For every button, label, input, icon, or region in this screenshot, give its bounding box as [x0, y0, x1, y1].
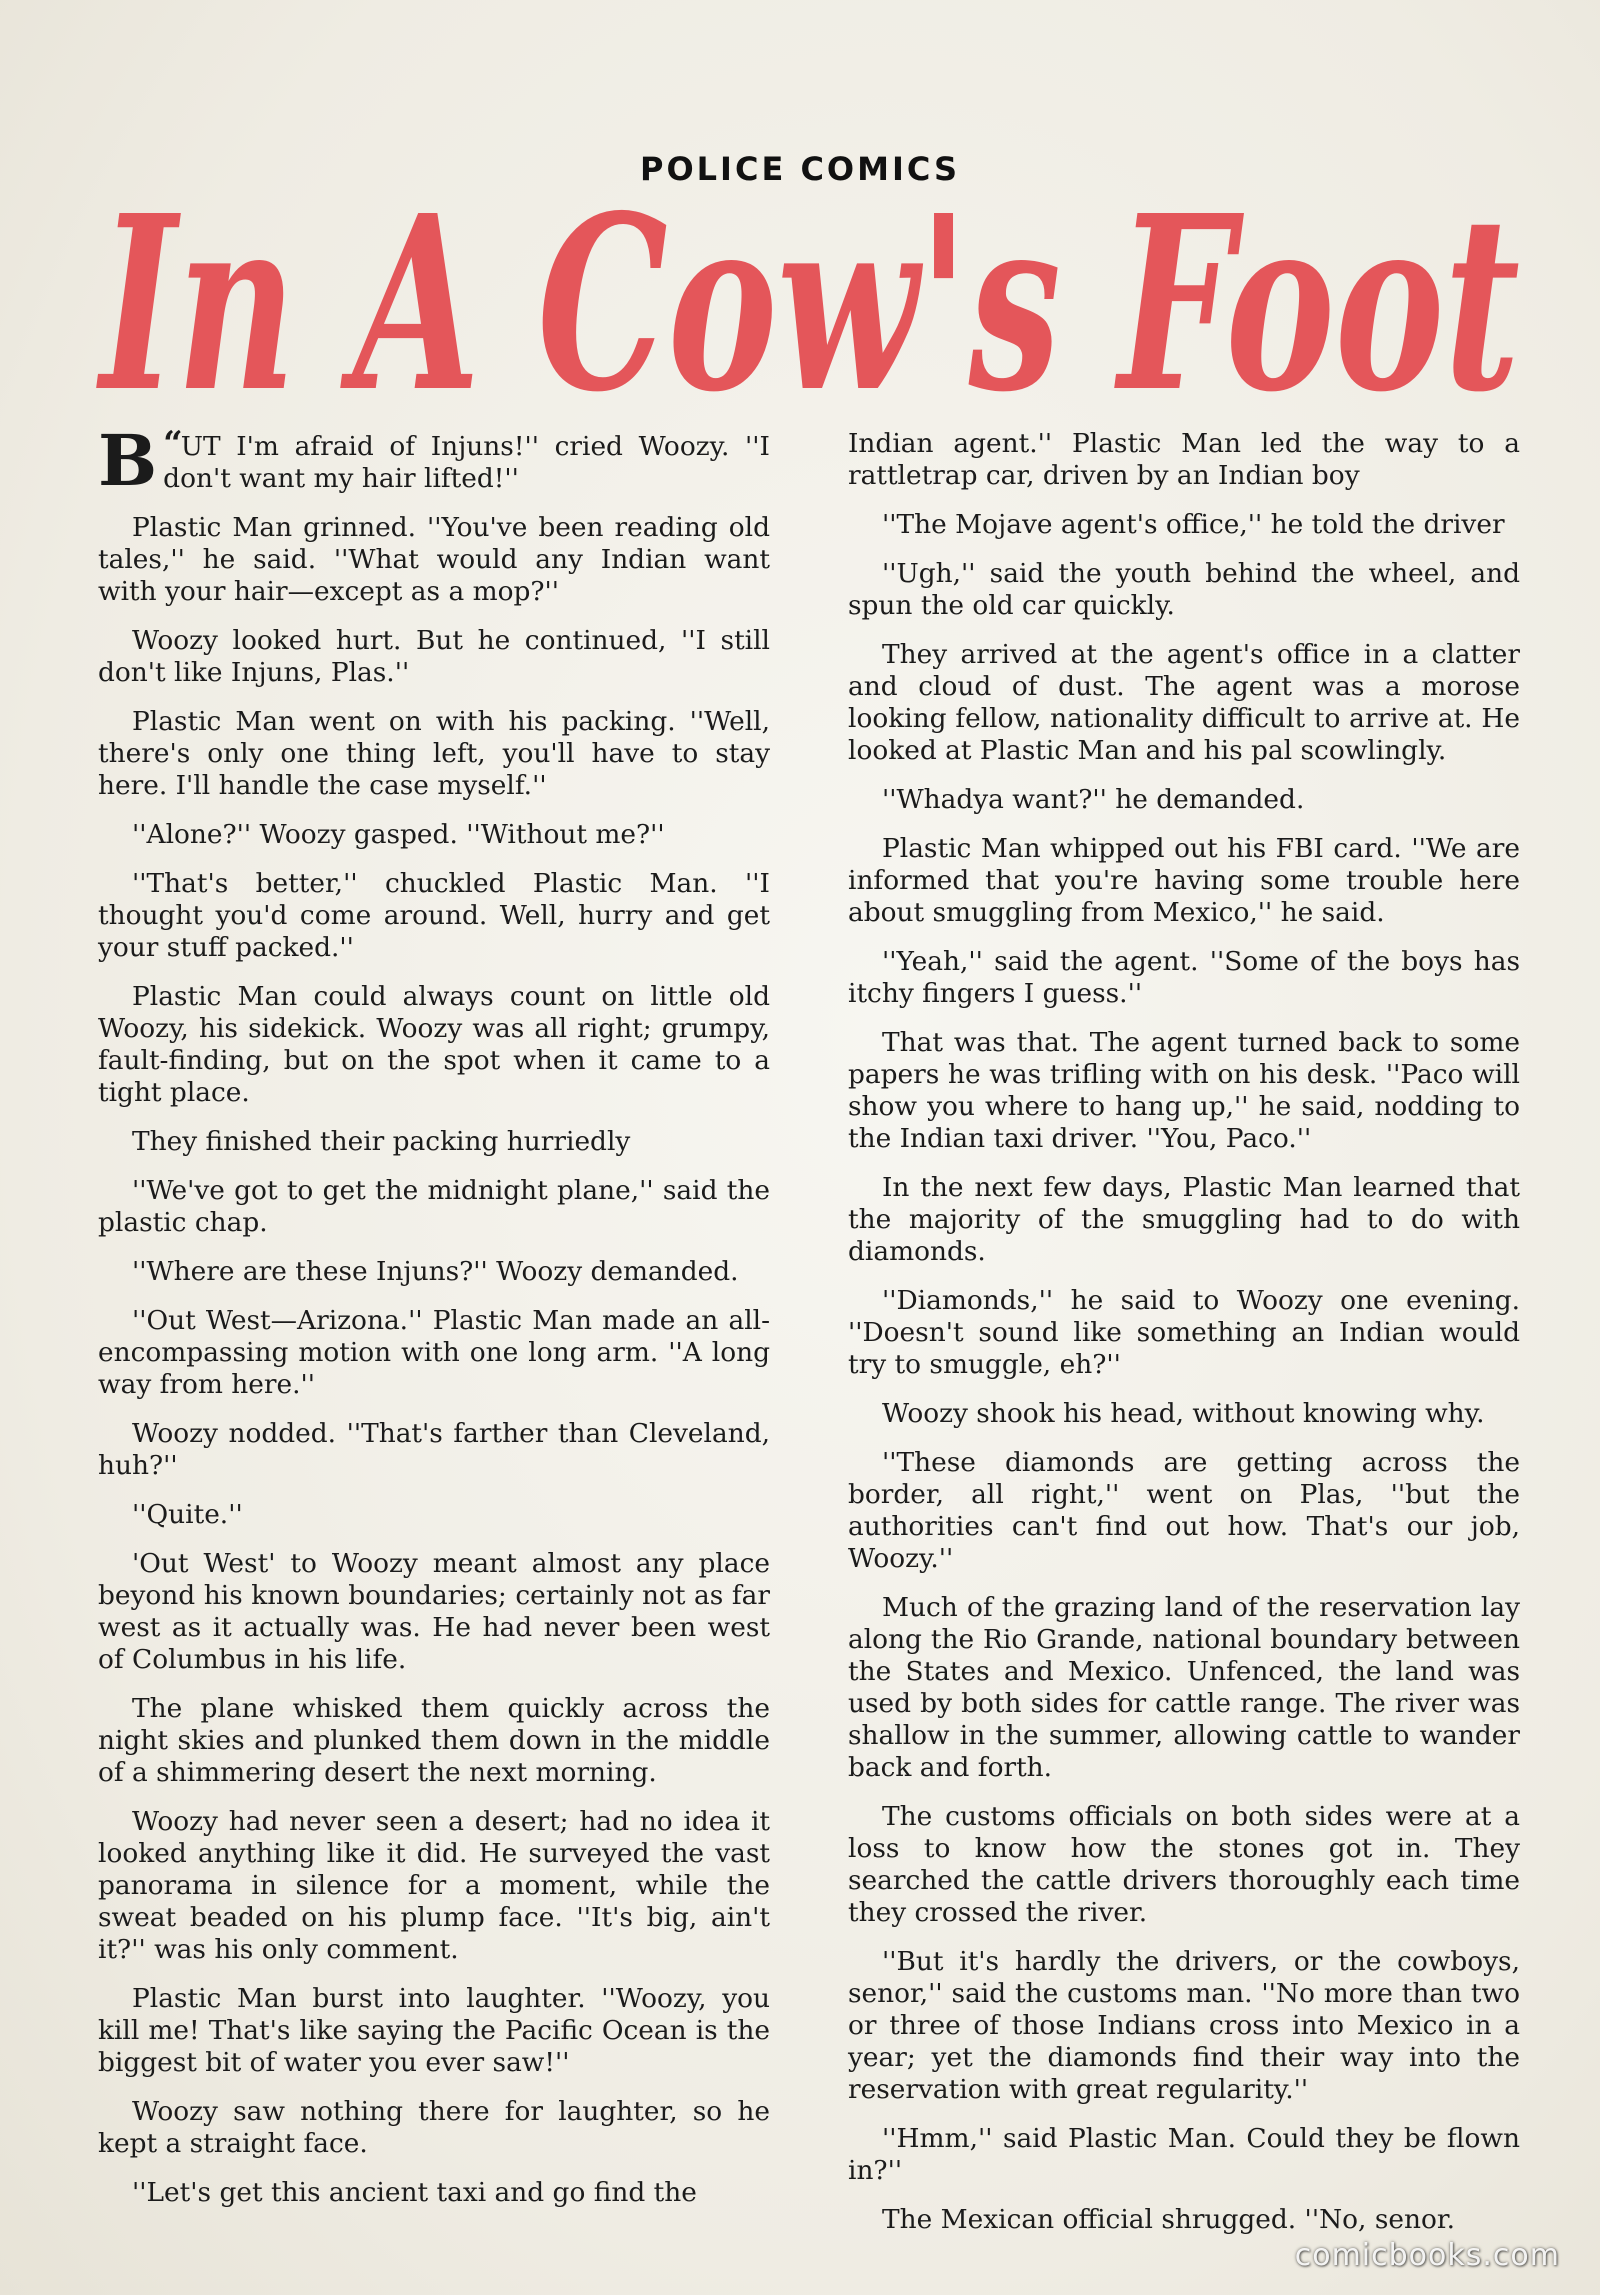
story-paragraph: Woozy had never seen a desert; had no idea it looked anything like it did. He surveyed the vast panorama in silence for a moment, while the sweat beaded on his plump face. ''It's big, ain't it?'' was his only comment.	[98, 1806, 770, 1965]
drop-cap: B	[98, 419, 158, 502]
story-paragraph: In the next few days, Plastic Man learned that the majority of the smuggling had to do with diamonds.	[848, 1172, 1520, 1267]
story-paragraph: ''Out West—Arizona.'' Plastic Man made an all-encompassing motion with one long arm. ''A long way from here.''	[98, 1305, 770, 1400]
story-paragraph: They finished their packing hurriedly	[132, 1126, 631, 1157]
story-paragraph: ''That's better,'' chuckled Plastic Man. ''I thought you'd come around. Well, hurry and get your stuff packed.''	[98, 868, 770, 963]
story-paragraph-continued: Indian agent.'' Plastic Man led the way to a rattletrap car, driven by an Indian boy	[848, 428, 1520, 491]
story-paragraph: Plastic Man could always count on little old Woozy, his sidekick. Woozy was all right; grumpy, fault-finding, but on the spot when it came to a tight place.	[98, 981, 770, 1108]
story-paragraph: Plastic Man whipped out his FBI card. ''We are informed that you're having some trouble here about smuggling from Mexico,'' he said.	[848, 833, 1520, 928]
story-paragraph: Woozy shook his head, without knowing why.	[882, 1398, 1485, 1429]
story-paragraph: They arrived at the agent's office in a clatter and cloud of dust. The agent was a morose looking fellow, nationality difficult to arrive at. He looked at Plastic Man and his pal scowlingly.	[848, 639, 1520, 766]
story-paragraph: ''Whadya want?'' he demanded.	[882, 784, 1305, 815]
opening-quote-mark: “	[163, 424, 181, 464]
opening-text: UT I'm afraid of Injuns!'' cried Woozy. ''I don't want my hair lifted!''	[163, 431, 770, 494]
story-paragraph: That was that. The agent turned back to some papers he was trifling with on his desk. ''Paco will show you where to hang up,'' he said, nodding to the Indian taxi driver. ''You, Paco.''	[848, 1027, 1520, 1154]
story-paragraph: The plane whisked them quickly across the night skies and plunked them down in the middle of a shimmering desert the next morning.	[98, 1693, 770, 1788]
story-paragraph: ''Let's get this ancient taxi and go find the	[132, 2177, 697, 2208]
story-paragraph: Plastic Man grinned. ''You've been reading old tales,'' he said. ''What would any Indian want with your hair—except as a mop?''	[98, 512, 770, 607]
story-column-left	[98, 419, 770, 2226]
story-paragraph: ''Ugh,'' said the youth behind the wheel, and spun the old car quickly.	[848, 558, 1520, 621]
story-paragraph: 'Out West' to Woozy meant almost any place beyond his known boundaries; certainly not as far west as it actually was. He had never been west of Columbus in his life.	[98, 1548, 770, 1675]
story-paragraph: Woozy nodded. ''That's farther than Cleveland, huh?''	[98, 1418, 770, 1481]
story-paragraph: ''We've got to get the midnight plane,'' said the plastic chap.	[98, 1175, 770, 1238]
story-opening-paragraph	[98, 419, 770, 502]
story-paragraph: ''These diamonds are getting across the border, all right,'' went on Plas, ''but the authorities can't find out how. That's our job, Woozy.''	[848, 1447, 1520, 1574]
story-paragraph: ''Where are these Injuns?'' Woozy demanded.	[132, 1256, 739, 1287]
story-paragraph: Much of the grazing land of the reservation lay along the Rio Grande, national boundary between the States and Mexico. Unfenced, the land was used by both sides for cattle range. The river was shallow in the summer, allowing cattle to wander back and forth.	[848, 1592, 1520, 1783]
story-paragraph: ''Hmm,'' said Plastic Man. Could they be flown in?''	[848, 2123, 1520, 2186]
story-paragraph: Plastic Man went on with his packing. ''Well, there's only one thing left, you'll have to stay here. I'll handle the case myself.''	[98, 706, 770, 801]
story-paragraph: The customs officials on both sides were at a loss to know how the stones got in. They searched the cattle drivers thoroughly each time they crossed the river.	[848, 1801, 1520, 1928]
story-paragraph: ''Yeah,'' said the agent. ''Some of the boys has itchy fingers I guess.''	[848, 946, 1520, 1009]
story-title-text: In A Cow's Foot	[95, 188, 1521, 418]
story-paragraph: ''Alone?'' Woozy gasped. ''Without me?''	[132, 819, 665, 850]
story-title	[90, 188, 1530, 418]
story-column-right	[848, 428, 1520, 2253]
story-paragraph: Woozy looked hurt. But he continued, ''I still don't like Injuns, Plas.''	[98, 625, 770, 688]
story-paragraph: Woozy saw nothing there for laughter, so he kept a straight face.	[98, 2096, 770, 2159]
story-paragraph: Plastic Man burst into laughter. ''Woozy, you kill me! That's like saying the Pacific Ocean is the biggest bit of water you ever saw!''	[98, 1983, 770, 2078]
story-title-art	[90, 188, 1530, 418]
story-paragraph: ''Diamonds,'' he said to Woozy one evening. ''Doesn't sound like something an Indian would try to smuggle, eh?''	[848, 1285, 1520, 1380]
story-paragraph: ''Quite.''	[132, 1499, 243, 1530]
publication-header: POLICE COMICS	[640, 150, 960, 188]
story-paragraph: ''But it's hardly the drivers, or the cowboys, senor,'' said the customs man. ''No more than two or three of those Indians cross into Mexico in a year; yet the diamonds find their way into the reservation with great regularity.''	[848, 1946, 1520, 2105]
story-paragraph: The Mexican official shrugged. ''No, senor.	[882, 2204, 1455, 2235]
story-paragraph: ''The Mojave agent's office,'' he told the driver	[882, 509, 1505, 540]
site-watermark: comicbooks.com	[1294, 2238, 1560, 2273]
